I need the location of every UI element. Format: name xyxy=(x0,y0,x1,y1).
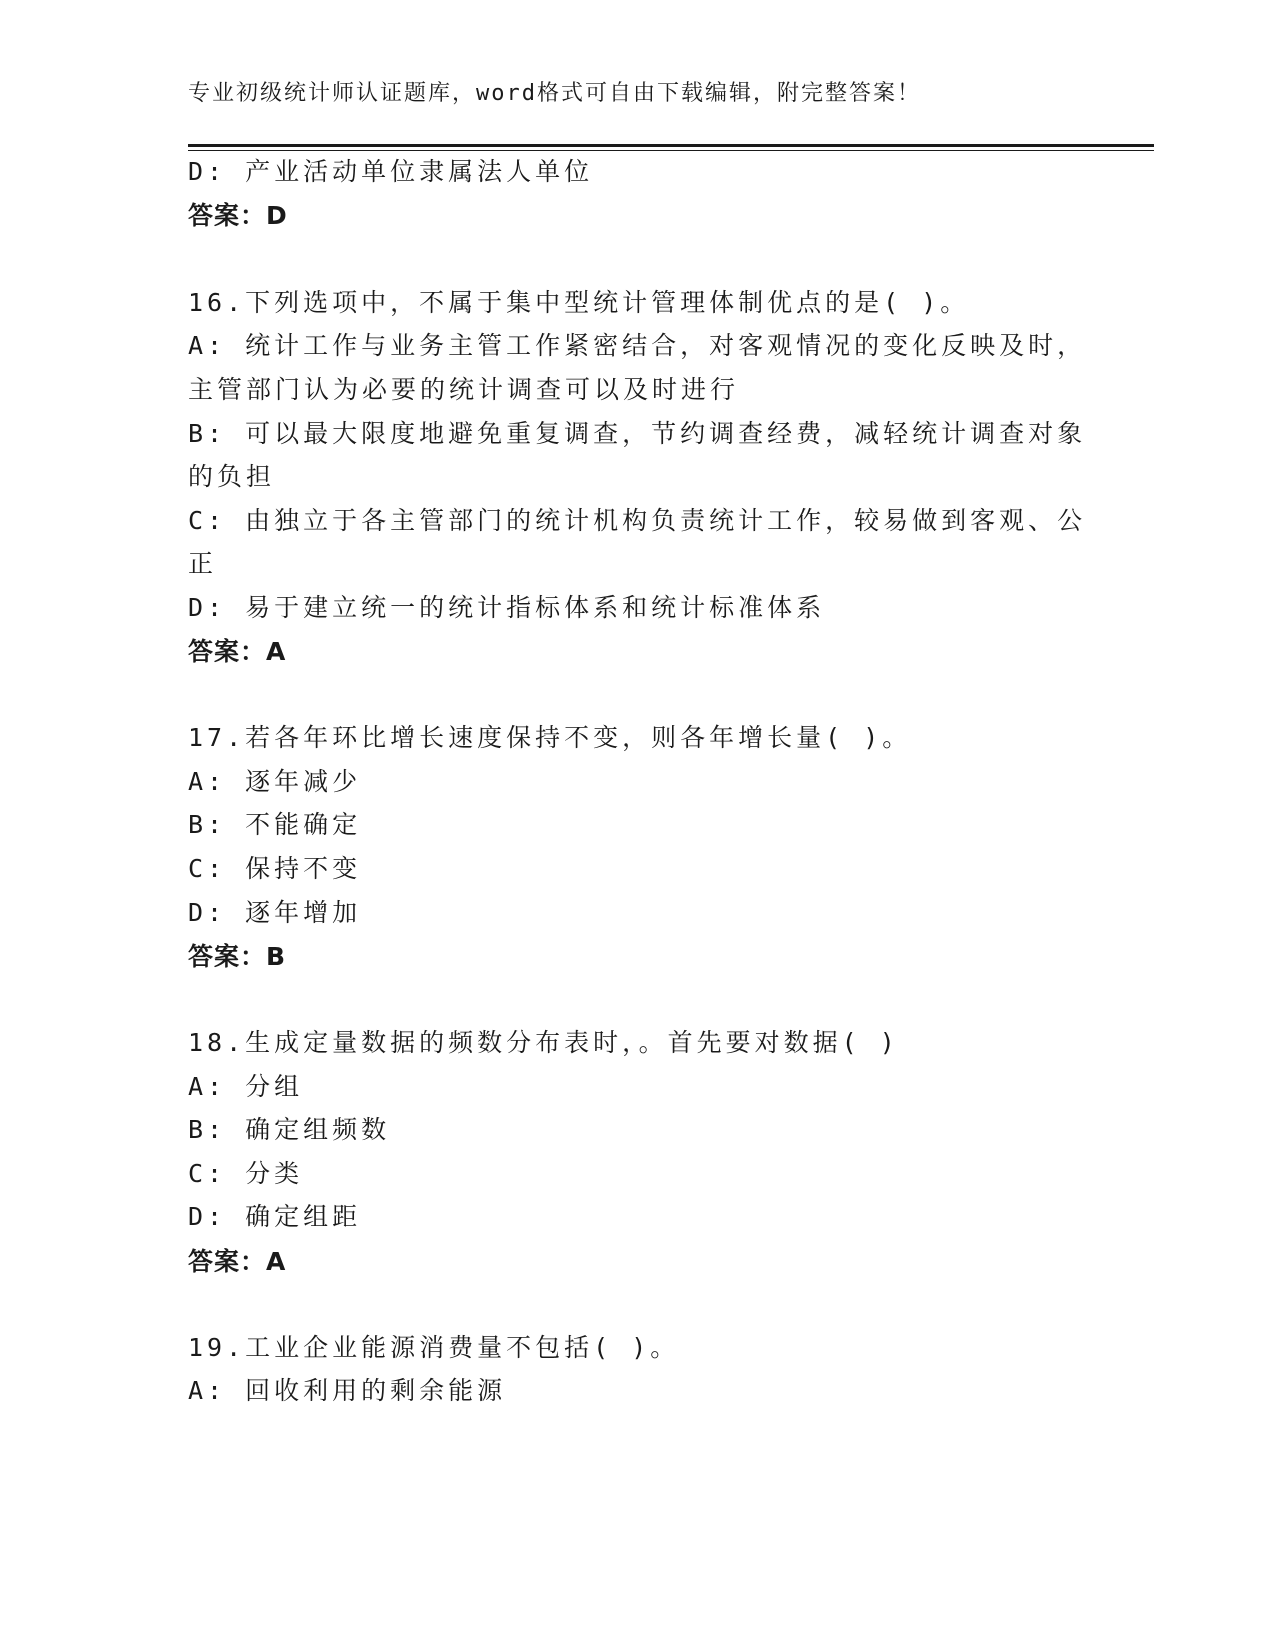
page-header: 专业初级统计师认证题库，word格式可自由下载编辑，附完整答案！ xyxy=(188,81,921,106)
q15-answer: 答案：D xyxy=(188,201,288,230)
header-divider-thick xyxy=(188,144,1154,147)
q18-option-a: A: 分组 xyxy=(188,1072,304,1101)
q18-option-d: D: 确定组距 xyxy=(188,1202,362,1231)
q16-option-c: C: 由独立于各主管部门的统计机构负责统计工作，较易做到客观、公 xyxy=(188,506,1087,535)
q19-stem: 19.工业企业能源消费量不包括( )。 xyxy=(188,1333,680,1362)
q17-option-b: B: 不能确定 xyxy=(188,810,362,839)
header-divider-thin xyxy=(188,150,1154,151)
q17-option-a: A: 逐年减少 xyxy=(188,767,362,796)
q17-option-c: C: 保持不变 xyxy=(188,854,362,883)
q17-answer: 答案：B xyxy=(188,942,287,971)
q16-stem: 16.下列选项中，不属于集中型统计管理体制优点的是( )。 xyxy=(188,288,970,317)
q19-option-a: A: 回收利用的剩余能源 xyxy=(188,1376,507,1405)
q16-option-b: B: 可以最大限度地避免重复调查，节约调查经费，减轻统计调查对象 xyxy=(188,419,1087,448)
q18-answer: 答案：A xyxy=(188,1247,287,1276)
q17-stem: 17.若各年环比增长速度保持不变，则各年增长量( )。 xyxy=(188,723,912,752)
q18-option-c: C: 分类 xyxy=(188,1159,304,1188)
q16-option-b-cont: 的负担 xyxy=(188,462,276,491)
q15-option-d: D: 产业活动单位隶属法人单位 xyxy=(188,157,594,186)
q17-option-d: D: 逐年增加 xyxy=(188,898,362,927)
q18-stem: 18.生成定量数据的频数分布表时，。首先要对数据( ) xyxy=(188,1028,899,1057)
q16-option-a-cont: 主管部门认为必要的统计调查可以及时进行 xyxy=(188,375,740,404)
q16-option-a: A: 统计工作与业务主管工作紧密结合，对客观情况的变化反映及时， xyxy=(188,331,1087,360)
q16-option-d: D: 易于建立统一的统计指标体系和统计标准体系 xyxy=(188,593,826,622)
q16-answer: 答案：A xyxy=(188,637,287,666)
q18-option-b: B: 确定组频数 xyxy=(188,1115,391,1144)
q16-option-c-cont: 正 xyxy=(188,549,218,578)
